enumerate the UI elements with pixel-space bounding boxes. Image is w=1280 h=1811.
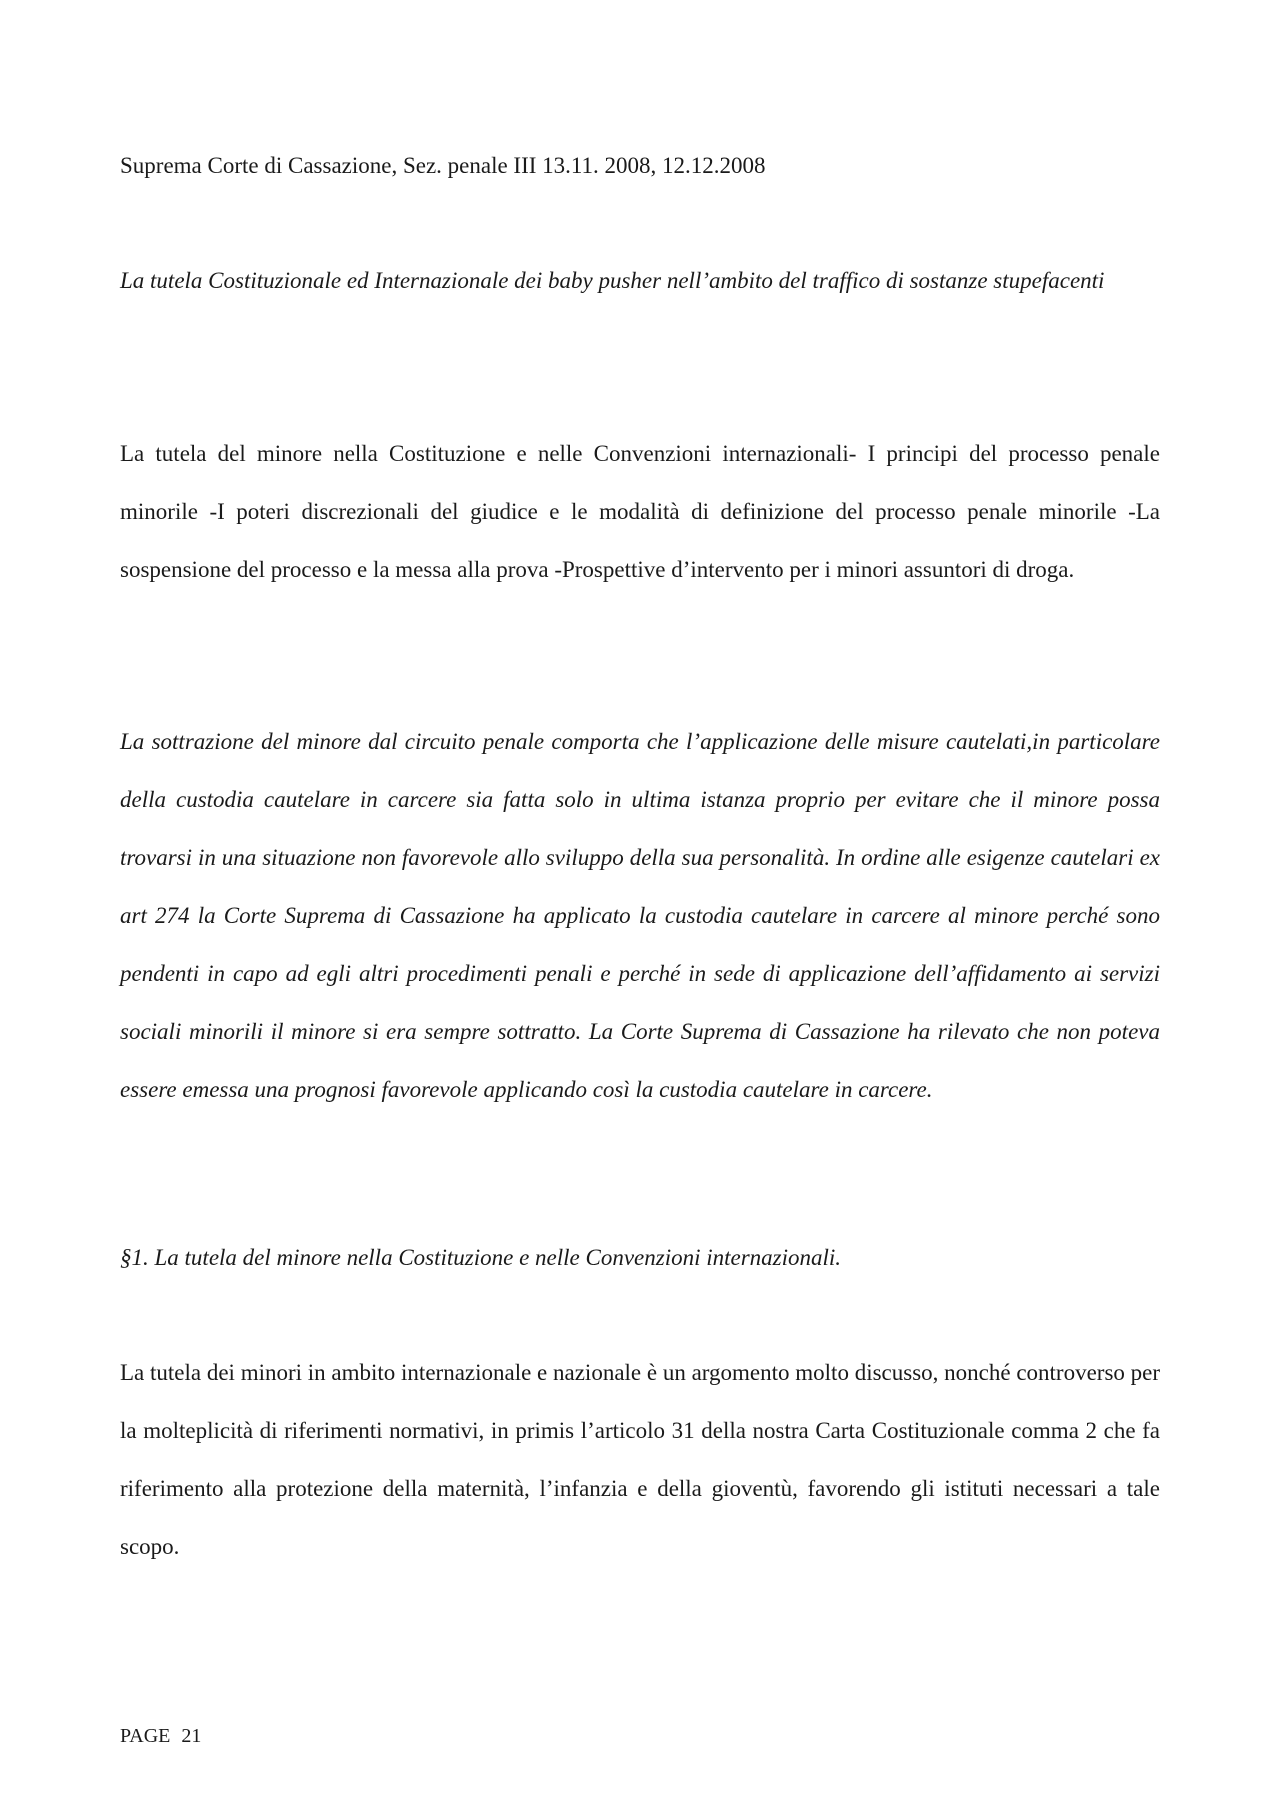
abstract-paragraph: La sottrazione del minore dal circuito penale comporta che l’applicazione delle misure cautelati,in particolare della custodia cautelare in carcere sia fatta solo in ultima istanza proprio per evitare che il minore possa trovarsi in una situazione non favorevole allo sviluppo della sua personalità. In ordine alle esigenze cautelari ex art 274 la Corte Suprema di Cassazione ha applicato la custodia cautelare in carcere al minore perché sono pendenti in capo ad egli altri procedimenti penali e perché in sede di applicazione dell’affidamento ai servizi sociali minorili il minore si era sempre sottratto. La Corte Suprema di Cassazione ha rilevato che non poteva essere emessa una prognosi favorevole applicando così la custodia cautelare in carcere.: [120, 729, 1160, 1102]
document-title: La tutela Costituzionale ed Internazionale dei baby pusher nell’ambito del traffico di sostanze stupefacenti: [120, 268, 1105, 293]
court-reference-line: Suprema Corte di Cassazione, Sez. penale III 13.11. 2008, 12.12.2008: [120, 153, 766, 178]
section-heading: §1. La tutela del minore nella Costituzione e nelle Convenzioni internazionali.: [120, 1245, 842, 1270]
page-footer: [120, 1722, 201, 1750]
body-paragraph: La tutela dei minori in ambito internazionale e nazionale è un argomento molto discusso, nonché controverso per la molteplicità di riferimenti normativi, in primis l’articolo 31 della nostra Carta Costituzionale comma 2 che fa riferimento alla protezione della maternità, l’infanzia e della gioventù, favorendo gli istituti necessari a tale scopo.: [120, 1360, 1161, 1559]
summary-paragraph: La tutela del minore nella Costituzione e nelle Convenzioni internazionali- I principi del processo penale minorile -I poteri discrezionali del giudice e le modalità di definizione del processo penale minorile -La sospensione del processo e la messa alla prova -Prospettive d’intervento per i minori assuntori di droga.: [120, 441, 1160, 582]
page-number: 21: [181, 1725, 202, 1747]
page-label: PAGE: [120, 1725, 171, 1747]
